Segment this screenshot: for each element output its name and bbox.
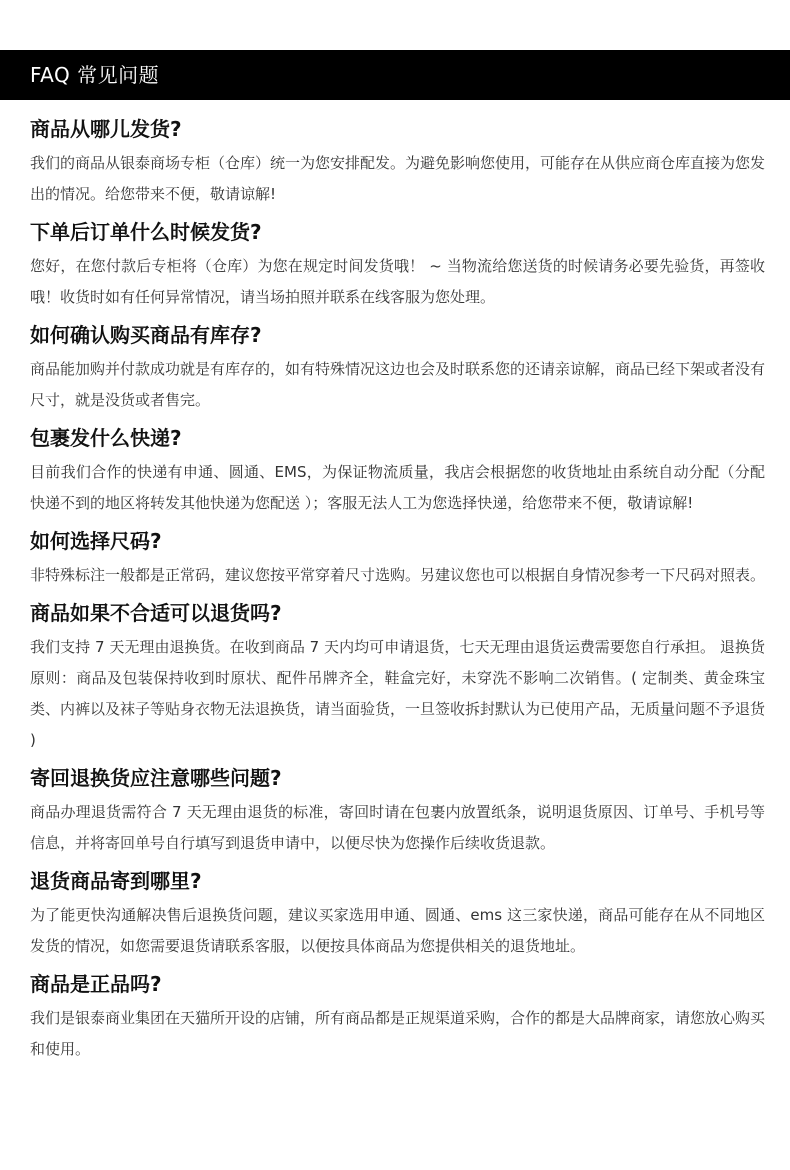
faq-item <box>30 761 765 859</box>
faq-answer: 我们支持 7 天无理由退换货。在收到商品 7 天内均可申请退货，七天无理由退货运费需要您自行承担。 退换货原则：商品及包装保持收到时原状、配件吊牌齐全，鞋盒完好，未穿洗不影响二次销售。( 定制类、黄金珠宝类、内裤以及袜子等贴身衣物无法退换货，请当面验货，一旦签收拆封默认为已使用产品，无质量问题不予退货 ) <box>30 638 766 749</box>
faq-question: 包裹发什么快递? <box>30 426 182 450</box>
faq-item <box>30 318 765 416</box>
faq-answer: 我们的商品从银泰商场专柜（仓库）统一为您安排配发。为避免影响您使用，可能存在从供应商仓库直接为您发出的情况。给您带来不便，敬请谅解! <box>30 154 766 203</box>
faq-question: 商品从哪儿发货? <box>30 117 182 141</box>
faq-question: 寄回退换货应注意哪些问题? <box>30 766 282 790</box>
faq-answer: 商品能加购并付款成功就是有库存的，如有特殊情况这边也会及时联系您的还请亲谅解，商品已经下架或者没有尺寸，就是没货或者售完。 <box>30 360 766 409</box>
faq-item <box>30 864 765 962</box>
faq-question: 商品是正品吗? <box>30 972 162 996</box>
faq-answer: 为了能更快沟通解决售后退换货问题，建议买家选用申通、圆通、ems 这三家快递，商品可能存在从不同地区发货的情况，如您需要退货请联系客服，以便按具体商品为您提供相关的退货地址。 <box>30 906 765 955</box>
faq-list <box>30 112 765 1070</box>
faq-answer: 非特殊标注一般都是正常码，建议您按平常穿着尺寸选购。另建议您也可以根据自身情况参考一下尺码对照表。 <box>30 566 766 584</box>
faq-answer: 您好，在您付款后专柜将（仓库）为您在规定时间发货哦！ ~ 当物流给您送货的时候请务必要先验货，再签收哦！收货时如有任何异常情况，请当场拍照并联系在线客服为您处理。 <box>30 257 765 306</box>
faq-item <box>30 524 765 591</box>
faq-header-bar <box>0 50 790 100</box>
faq-item <box>30 596 765 756</box>
faq-answer: 我们是银泰商业集团在天猫所开设的店铺，所有商品都是正规渠道采购，合作的都是大品牌商家，请您放心购买和使用。 <box>30 1009 766 1058</box>
faq-item <box>30 215 765 313</box>
faq-question: 退货商品寄到哪里? <box>30 869 202 893</box>
faq-question: 下单后订单什么时候发货? <box>30 220 262 244</box>
faq-item <box>30 112 765 210</box>
faq-question: 商品如果不合适可以退货吗? <box>30 601 282 625</box>
faq-question: 如何选择尺码? <box>30 529 162 553</box>
faq-item <box>30 421 765 519</box>
faq-item <box>30 967 765 1065</box>
faq-answer: 目前我们合作的快递有申通、圆通、EMS，为保证物流质量，我店会根据您的收货地址由系统自动分配（分配快递不到的地区将转发其他快递为您配送 ）；客服无法人工为您选择快递，给您带来不便，敬请谅解! <box>30 463 765 512</box>
page-title: FAQ 常见问题 <box>30 63 160 87</box>
faq-question: 如何确认购买商品有库存? <box>30 323 262 347</box>
faq-answer: 商品办理退货需符合 7 天无理由退货的标准，寄回时请在包裹内放置纸条，说明退货原因、订单号、手机号等信息，并将寄回单号自行填写到退货申请中，以便尽快为您操作后续收货退款。 <box>30 803 765 852</box>
